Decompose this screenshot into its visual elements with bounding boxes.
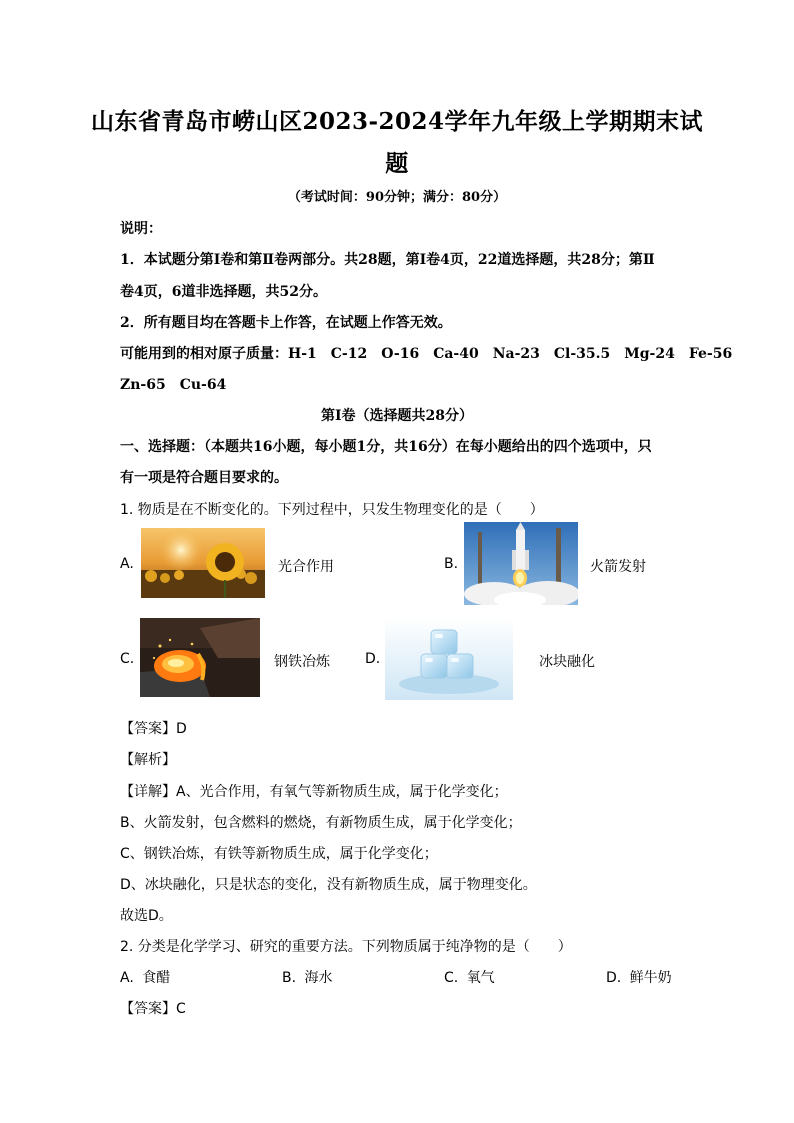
q2-option-c[interactable] [444,967,495,987]
q2-option-a-text: 食醋 [142,970,171,986]
q2-option-a-letter: A. [120,970,134,986]
question-1-detail-line: B、火箭发射，包含燃料的燃烧，有新物质生成，属于化学变化； [120,815,522,831]
option-a-text: 光合作用 [278,559,334,575]
q2-option-a[interactable] [120,967,170,987]
option-c-letter[interactable]: C. [120,651,135,667]
q2-option-d[interactable] [606,967,672,987]
section-heading: 第Ⅰ卷（选择题共28分） [320,408,474,424]
option-c-text: 钢铁冶炼 [274,654,330,670]
sunflower-image [141,528,265,598]
steel-smelting-image [140,618,260,697]
question-1-detail-line: D、冰块融化，只是状态的变化，没有新物质生成，属于物理变化。 [120,877,537,893]
exam-subtitle: （考试时间：90分钟；满分：80分） [287,190,507,205]
question-1-answer: 【答案】D [120,721,187,737]
ice-cubes-image [385,618,513,700]
q2-option-d-letter: D. [606,970,622,986]
q2-option-b-text: 海水 [304,970,333,986]
q2-option-b-letter: B. [282,970,297,986]
part-heading: 一、选择题：（本题共16小题，每小题1分，共16分）在每小题给出的四个选项中，只 [120,439,652,455]
q2-option-c-letter: C. [444,970,459,986]
q2-option-d-text: 鲜牛奶 [629,970,672,986]
instruction-item-1: 1．本试题分第Ⅰ卷和第Ⅱ卷两部分。共28题，第Ⅰ卷4页，22道选择题，共28分；第Ⅱ [120,252,655,268]
instruction-item-1-cont: 卷4页，6道非选择题，共52分。 [120,284,327,300]
atomic-mass-line-cont: Zn-65 Cu-64 [120,377,227,393]
instruction-item-2: 2．所有题目均在答题卡上作答，在试题上作答无效。 [120,315,452,331]
q2-option-c-text: 氧气 [466,970,495,986]
instructions-heading: 说明： [120,221,162,237]
question-1-stem: 1. 物质是在不断变化的。下列过程中，只发生物理变化的是（ ） [120,502,544,518]
part-heading-cont: 有一项是符合题目要求的。 [120,470,288,486]
page-title-line1: 山东省青岛市崂山区2023-2024学年九年级上学期期末试 [90,108,704,135]
question-1-detail-line: C、钢铁冶炼，有铁等新物质生成，属于化学变化； [120,846,438,862]
atomic-mass-line: 可能用到的相对原子质量：H-1 C-12 O-16 Ca-40 Na-23 Cl-35.5 Mg-24 Fe-56 [120,346,733,362]
question-1-analysis-heading: 【解析】 [120,752,176,768]
option-b-letter[interactable]: B. [444,556,459,572]
rocket-image [464,522,578,605]
q2-option-b[interactable] [282,967,333,987]
question-1-detail-line: 【详解】A、光合作用，有氧气等新物质生成，属于化学变化； [120,784,508,800]
question-1-conclusion: 故选D。 [120,908,173,924]
option-d-letter[interactable]: D. [365,651,381,667]
option-d-text: 冰块融化 [539,654,595,670]
page-title-line2: 题 [385,150,409,177]
option-b-text: 火箭发射 [590,559,646,575]
question-2-stem: 2. 分类是化学学习、研究的重要方法。下列物质属于纯净物的是（ ） [120,939,572,955]
question-2-answer: 【答案】C [120,1001,186,1017]
option-a-letter[interactable]: A. [120,556,134,572]
